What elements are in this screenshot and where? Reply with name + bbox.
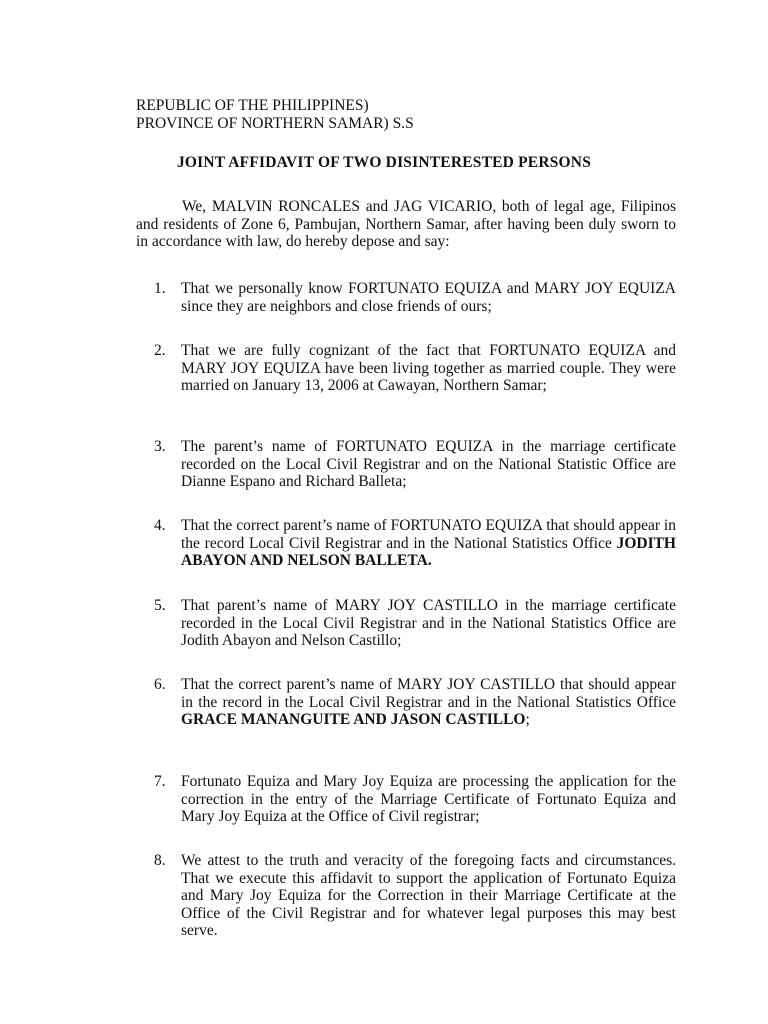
item-text-tail: ; [525, 711, 530, 729]
item-text-plain: That we are fully cognizant of the fact that FORTUNATO EQUIZA and MARY JOY EQUIZA have been living together as married couple. They were married on January 13, 2006 at Cawayan, Northern Samar; [181, 342, 676, 395]
item-text [181, 773, 676, 826]
document-title: JOINT AFFIDAVIT OF TWO DISINTERESTED PERSONS [176, 154, 592, 171]
item-text-bold: JODITH ABAYON AND NELSON BALLETA. [181, 534, 676, 570]
item-number: 3. [154, 438, 166, 455]
venue-line-province: PROVINCE OF NORTHERN SAMAR) S.S [136, 115, 414, 132]
item-text [181, 676, 676, 729]
item-text [181, 342, 676, 395]
intro-paragraph [136, 198, 676, 251]
item-number: 7. [154, 773, 166, 790]
item-text-plain: Fortunato Equiza and Mary Joy Equiza are processing the application for the correction in the entry of the Marriage Certificate of Fortunato Equiza and Mary Joy Equiza at the Office of Civil registrar; [181, 773, 676, 826]
item-text [181, 852, 676, 940]
intro-text: We, MALVIN RONCALES and JAG VICARIO, both of legal age, Filipinos and residents of Zone 6, Pambujan, Northern Samar, after having been duly sworn to in accordance with law, do hereby depose and say: [136, 198, 676, 251]
item-text [181, 280, 676, 315]
item-text [181, 597, 676, 650]
item-number: 5. [154, 597, 166, 614]
item-number: 8. [154, 852, 166, 869]
item-text-plain: That the correct parent’s name of MARY JOY CASTILLO that should appear in the record in the Local Civil Registrar and in the National Statistics Office [181, 676, 676, 711]
item-text [181, 438, 676, 491]
item-number: 4. [154, 517, 166, 534]
item-text-plain: That the correct parent’s name of FORTUNATO EQUIZA that should appear in the record Local Civil Registrar and in the National Statistics Office [181, 517, 676, 552]
item-number: 2. [154, 342, 166, 359]
venue-line-republic: REPUBLIC OF THE PHILIPPINES) [136, 97, 369, 114]
item-text-bold: GRACE MANANGUITE AND JASON CASTILLO [181, 711, 526, 729]
item-number: 6. [154, 676, 166, 693]
item-text [181, 517, 676, 570]
item-text-plain: We attest to the truth and veracity of the foregoing facts and circumstances. That we execute this affidavit to support the application of Fortunato Equiza and Mary Joy Equiza for the Correction in their Marriage Certificate at the Office of the Civil Registrar and for whatever legal purposes this may best serve. [181, 852, 676, 940]
item-text-plain: That we personally know FORTUNATO EQUIZA and MARY JOY EQUIZA since they are neighbors and close friends of ours; [181, 280, 676, 315]
item-text-plain: That parent’s name of MARY JOY CASTILLO in the marriage certificate recorded in the Local Civil Registrar and in the National Statistics Office are Jodith Abayon and Nelson Castillo; [181, 597, 676, 650]
item-text-plain: The parent’s name of FORTUNATO EQUIZA in the marriage certificate recorded on the Local Civil Registrar and on the National Statistic Office are Dianne Espano and Richard Balleta; [181, 438, 676, 491]
item-number: 1. [154, 280, 166, 297]
